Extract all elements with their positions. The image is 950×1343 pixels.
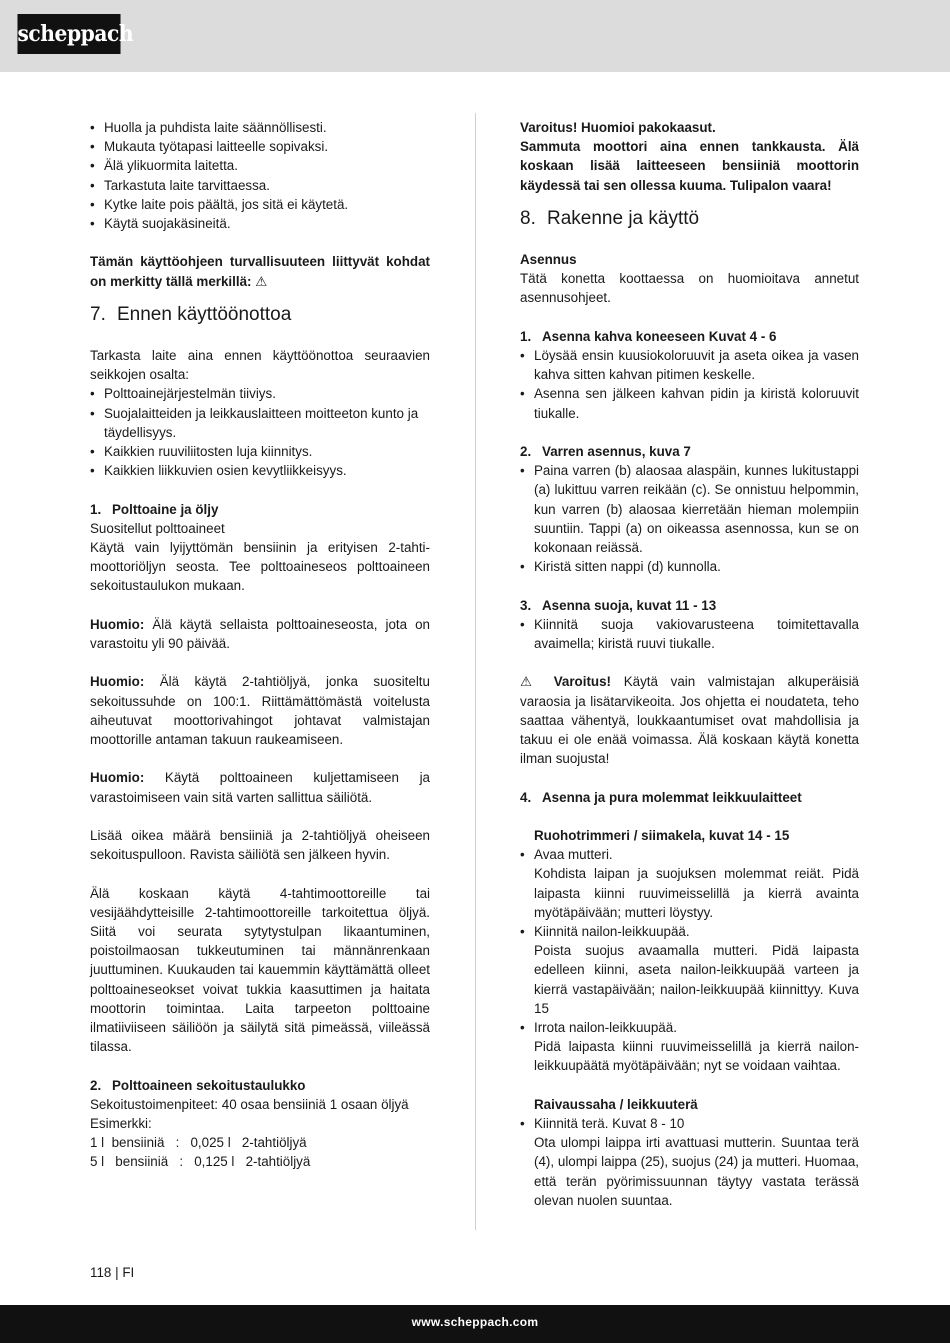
step-3-heading: 3. Asenna suoja, kuvat 11 - 13 bbox=[520, 597, 717, 613]
mixing-paragraph: Lisää oikea määrä bensiiniä ja 2-tahtiöljyä oheiseen sekoituspulloon. Ravista säiliötä sen jälkeen hyvin. bbox=[90, 828, 430, 863]
step-1-list bbox=[520, 346, 859, 423]
list-item: • Kiinnitä terä. Kuvat 8 - 10 Ota ulompi laippa irti avattuasi mutterin. Suuntaa terä (4), ulompi laippa (25), suojus (24) ja mutteri. Huomaa, että terän pyörimissuunnan täytyy vastata terässä olevan nuolen suuntaa. bbox=[520, 1114, 859, 1210]
list-item: • Kaikkien ruuviliitosten luja kiinnitys. bbox=[90, 442, 430, 461]
trimmer-list bbox=[520, 845, 859, 1075]
list-item: • Kiinnitä suoja vakiovarusteena toimitettavalla avaimella; kiristä ruuvi tiukalle. bbox=[520, 615, 859, 653]
list-item: • Avaa mutteri. Kohdista laipan ja suojuksen molemmat reiät. Pidä laipasta kiinni ruuvimeisselillä ja kierrä avainta myötäpäivään; mutteri löystyy. bbox=[520, 845, 859, 922]
section-heading-7: 7. Ennen käyttöönottoa bbox=[90, 303, 292, 325]
saw-list bbox=[520, 1114, 859, 1210]
subheading-mix-table: 2. Polttoaineen sekoitustaulukko bbox=[90, 1077, 306, 1093]
intro-text: Tarkasta laite aina ennen käyttöönottoa seuraavien seikkojen osalta: bbox=[90, 348, 430, 383]
note-3: Huomio: Käytä polttoaineen kuljettamiseen ja varastoimiseen vain sitä varten sallittua säiliötä. bbox=[90, 770, 430, 805]
fuel-recommended: Suositellut polttoaineet bbox=[90, 520, 225, 536]
mix-ratio: Sekoitustoimenpiteet: 40 osaa bensiiniä 1 osaan öljyä bbox=[90, 1096, 409, 1112]
warning-triangle-icon: ⚠ bbox=[520, 674, 541, 690]
step-2-list bbox=[520, 461, 859, 576]
step-2-heading: 2. Varren asennus, kuva 7 bbox=[520, 444, 691, 459]
list-item: • Irrota nailon-leikkuupää. Pidä laipasta kiinni ruuvimeisselillä ja kierrä nailon-leikkuupäätä myötäpäivään; nyt se voidaan vaihtaa. bbox=[520, 1018, 859, 1076]
list-item: • Käytä suojakäsineitä. bbox=[90, 214, 430, 233]
trimmer-title: Ruohotrimmeri / siimakela, kuvat 14 - 15 bbox=[534, 828, 790, 843]
warning-triangle-icon: ⚠ bbox=[255, 273, 268, 289]
note-1: Huomio: Älä käytä sellaista polttoaineseosta, jota on varastoitu yli 90 päivää. bbox=[90, 616, 430, 652]
section-heading-8: 8. Rakenne ja käyttö bbox=[520, 207, 700, 229]
list-item: • Kytke laite pois päältä, jos sitä ei käytetä. bbox=[90, 195, 430, 214]
step-1-heading: 1. Asenna kahva koneeseen Kuvat 4 - 6 bbox=[520, 328, 777, 344]
mix-row: 1 l bensiiniä : 0,025 l 2-tahtiöljyä bbox=[90, 1135, 307, 1151]
exhaust-warning: Varoitus! Huomioi pakokaasut. bbox=[520, 120, 716, 135]
assembly-title: Asennus bbox=[520, 252, 577, 267]
step-4-heading: 4. Asenna ja pura molemmat leikkuulaitteet bbox=[520, 789, 802, 805]
subheading-fuel-oil: 1. Polttoaine ja öljy bbox=[90, 501, 219, 517]
list-item: • Kiristä sitten nappi (d) kunnolla. bbox=[520, 557, 859, 576]
assembly-text: Tätä konetta koottaessa on huomioitava annetut asennusohjeet. bbox=[520, 271, 859, 306]
page-number: 118 | FI bbox=[90, 1265, 135, 1280]
mix-row: 5 l bensiiniä : 0,125 l 2-tahtiöljyä bbox=[90, 1154, 311, 1170]
column-divider bbox=[475, 113, 476, 1230]
list-item: • Huolla ja puhdista laite säännöllisesti. bbox=[90, 118, 430, 137]
footer-bar bbox=[0, 1305, 950, 1343]
list-item: • Paina varren (b) alaosaa alaspäin, kunnes lukitustappi (a) lukittuu varren reikään (c). Se onnistuu helpommin, kun varren (b) alaosaa kierretään hieman molempiin suuntiin. Tappi (a) on oikeassa asennossa, kun se on kokonaan reiässä. bbox=[520, 461, 859, 557]
example-label: Esimerkki: bbox=[90, 1116, 152, 1132]
header-bar bbox=[0, 0, 950, 72]
oil-warning-paragraph: Älä koskaan käytä 4-tahtimoottoreille tai vesijäähdytteisille 2-tahtimoottoreille tarkoitettua öljyä. Siitä voi seurata sytytystulpan likaantuminen, poistoilmaosan tukkeutuminen tai männänrenkaan juuttuminen. Kuukauden tai kauemmin käyttämättä olleet polttoaineseokset voivat tukkia kaasuttimen ja haitata moottorin toimintaa. Laita tarpeeton polttoaine ilmatiiviiseen säiliöön ja säilytä sitä pimeässä, viileässä tilassa. bbox=[90, 885, 430, 1055]
list-item: • Kaikkien liikkuvien osien kevytliikkeisyys. bbox=[90, 461, 430, 480]
maintenance-list bbox=[90, 118, 430, 233]
step-3-list bbox=[520, 615, 859, 653]
list-item: • Tarkastuta laite tarvittaessa. bbox=[90, 176, 430, 195]
website-link[interactable]: www.scheppach.com bbox=[411, 1315, 539, 1329]
refuel-warning: Sammuta moottori aina ennen tankkausta. Älä koskaan lisää laitteeseen bensiiniä moottorin käydessä tai sen ollessa kuuma. Tulipalon vaara! bbox=[520, 139, 859, 193]
list-item: • Älä ylikuormita laitetta. bbox=[90, 156, 430, 175]
fuel-text: Käytä vain lyijyttömän bensiinin ja erityisen 2-tahti-moottoriöljyn seosta. Tee polttoaineseos polttoaineen sekoitustaulukon mukaan. bbox=[90, 540, 430, 594]
check-list bbox=[90, 384, 430, 480]
brand-logo: scheppach bbox=[17, 14, 120, 54]
list-item: • Suojalaitteiden ja leikkauslaitteen moitteeton kunto ja täydellisyys. bbox=[90, 404, 430, 442]
saw-title: Raivaussaha / leikkuuterä bbox=[534, 1096, 698, 1112]
list-item: • Polttoainejärjestelmän tiiviys. bbox=[90, 384, 430, 403]
note-2: Huomio: Älä käytä 2-tahtiöljyä, jonka suositeltu sekoitussuhde on 100:1. Riittämättömästä voitelusta aiheutuvat moottorivahingot johtavat valmistajan moottorille antaman takuun raukeamiseen. bbox=[90, 674, 430, 748]
right-column bbox=[520, 118, 859, 1210]
list-item: • Mukauta työtapasi laitteelle sopivaksi. bbox=[90, 137, 430, 156]
left-column bbox=[90, 118, 430, 1172]
list-item: • Kiinnitä nailon-leikkuupää. Poista suojus avaamalla mutteri. Pidä laipasta edelleen kiinni, aseta nailon-leikkuupää varteen ja kierrä vastapäivään; nailon-leikkuupää kiinnittyy. Kuva 15 bbox=[520, 922, 859, 1018]
list-item: • Löysää ensin kuusiokoloruuvit ja aseta oikea ja vasen kahva sitten kahvan pitimen keskelle. bbox=[520, 346, 859, 384]
list-item: • Asenna sen jälkeen kahvan pidin ja kiristä koloruuvit tiukalle. bbox=[520, 384, 859, 422]
safety-note: Tämän käyttöohjeen turvallisuuteen liittyvät kohdat on merkitty tällä merkillä: ⚠ bbox=[90, 254, 430, 289]
parts-warning: ⚠ Varoitus! Käytä vain valmistajan alkuperäisiä varaosia ja lisätarvikeoita. Jos ohjetta ei noudateta, teho saattaa vähentyä, loukkaantumiset ovat mahdollisia ja takuu ei ole enää voimassa. Älä koskaan käytä konetta ilman suojusta! bbox=[520, 674, 859, 767]
